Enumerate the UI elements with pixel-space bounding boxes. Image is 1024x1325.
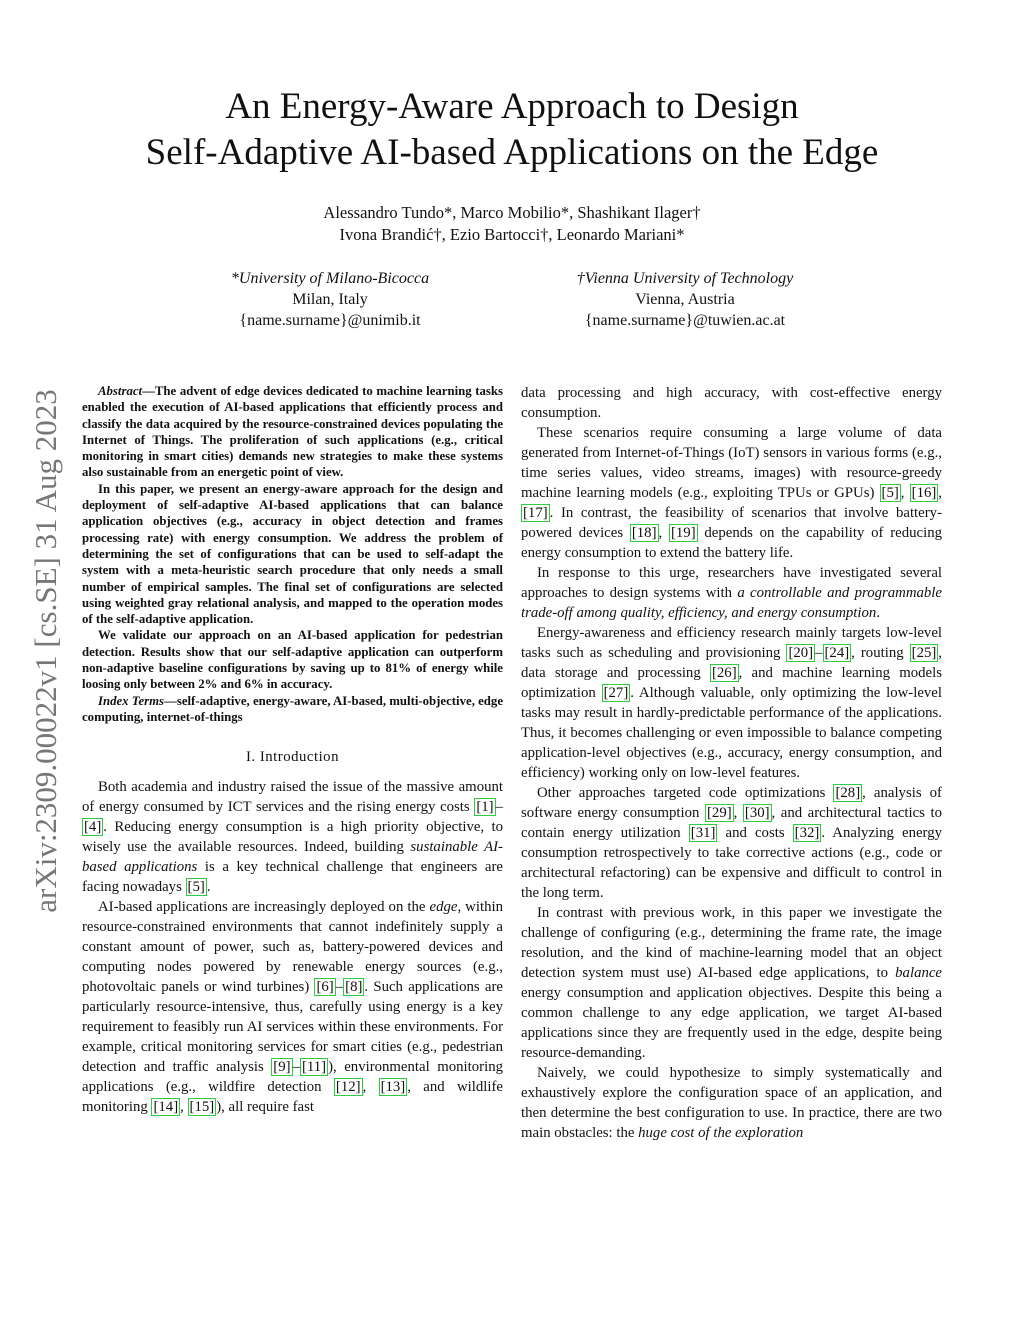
body-paragraph: Naively, we could hypothesize to simply systematically and exhaustively explore the configuration space of an application, and then determine the best configuration to use. In practice, there are two main obstacles: the huge cost of the exploration <box>521 1065 942 1141</box>
citation-link[interactable]: [20] <box>788 645 814 661</box>
arxiv-identifier: arXiv:2309.00022v1 [cs.SE] 31 Aug 2023 <box>28 389 63 913</box>
citation-link[interactable]: [4] <box>84 819 102 836</box>
citation-link[interactable]: [28] <box>835 785 861 801</box>
citation-link[interactable]: [12] <box>335 1079 361 1096</box>
affiliation-city: Vienna, Austria <box>635 291 735 308</box>
citation-link[interactable]: [13] <box>380 1079 406 1096</box>
body-paragraph: In response to this urge, researchers have investigated several approaches to design systems with a controllable and programmable trade-off among quality, efficiency, and energy consumption. <box>521 565 942 621</box>
citation-link[interactable]: [31] <box>690 825 716 841</box>
intro-paragraph: AI-based applications are increasingly deployed on the edge, within resource-constrained environments that cannot indefinitely supply a constant amount of power, such as, battery-powered devices and computing nodes powered by renewable energy sources (e.g., photovoltaic panels or wind turbines) [6] – [8] . Such applications are particularly resource-intensive, thus, carefully using energy is a key requirement to feasibly run AI services within these environments. For example, critical monitoring services for smart cities (e.g., pedestrian detection and traffic analysis [9] – [11] ), environmental monitoring applications (e.g., wildfire detection [12] , [13] , and wildlife monitoring [14] , [15] ), all require fast <box>82 899 503 1116</box>
body-paragraph: Energy-awareness and efficiency research mainly targets low-level tasks such as scheduling and provisioning [20] – [24] , routing [25] , data storage and processing [26] , and machine learning models optimization [27] . Although valuable, only optimizing the low-level tasks may result in hardly-predictable performance of the applications. Thus, it becomes challenging or even impossible to balance competing application-level objectives (e.g., accuracy, energy consumption, and efficiency) working only on low-level features. <box>521 625 942 781</box>
citation-link[interactable]: [25] <box>911 645 937 661</box>
paper-title <box>0 84 1024 176</box>
citation-link[interactable]: [15] <box>189 1099 215 1116</box>
title-line-2: Self-Adaptive AI-based Applications on the Edge <box>145 132 879 173</box>
citation-link[interactable]: [11] <box>301 1059 327 1076</box>
authors-line-1: Alessandro Tundo*, Marco Mobilio*, Shashikant Ilager† <box>323 203 701 222</box>
citation-link[interactable]: [5] <box>187 879 205 896</box>
affiliation-city: Milan, Italy <box>292 291 368 308</box>
intro-paragraph: Both academia and industry raised the issue of the massive amount of energy consumed by ICT services and the rising energy costs [1] –[4] . Reducing energy consumption is a high priority objective, to wisely use the available resources. Indeed, building sustainable AI-based applications is a key technical challenge that engineers are facing nowadays [5] . <box>82 779 503 896</box>
body-paragraph: In contrast with previous work, in this paper we investigate the challenge of configuring (e.g., determining the frame rate, the image resolution, and the kind of machine-learning model that an object detection system must use) AI-based edge applications, to balance energy consumption and application objectives. Despite this being a common challenge to any edge application, we target AI-based applications since they are frequently used in the edge, despite being resource-demanding. <box>521 905 942 1061</box>
citation-link[interactable]: [9] <box>273 1059 291 1076</box>
citation-link[interactable]: [17] <box>523 505 548 521</box>
index-terms: Index Terms—self-adaptive, energy-aware, AI-based, multi-objective, edge computing, internet-of-things <box>82 693 503 724</box>
affiliation-university: *University of Milano-Bicocca <box>230 270 430 287</box>
arxiv-sidebar <box>26 356 66 946</box>
affiliation-milano <box>165 268 495 331</box>
body-paragraph: These scenarios require consuming a large volume of data generated from Internet-of-Things (IoT) sensors in various forms (e.g., time series values, video streams, images) with resource-greedy machine learning models (e.g., exploiting TPUs or GPUs) [5] , [16] , [17] . In contrast, the feasibility of scenarios that involve battery-powered devices [18] , [19] depends on the capability of reducing energy consumption to extend the battery life. <box>521 425 942 561</box>
citation-link[interactable]: [24] <box>824 645 850 661</box>
affiliation-email: {name.surname}@tuwien.ac.at <box>584 312 786 329</box>
index-terms-label: Index Terms <box>98 693 165 708</box>
title-line-1: An Energy-Aware Approach to Design <box>225 86 799 127</box>
abstract-paragraph: In this paper, we present an energy-aware approach for the design and deployment of self-adaptive AI-based applications that can balance application objectives (e.g., accuracy in object detection and frames processing rate) with energy consumption. We address the problem of determining the set of configurations that can be used to self-adapt the system with a meta-heuristic search procedure that only needs a small number of empirical samples. The final set of configurations are selected using weighted gray relational analysis, and mapped to the operation modes of the self-adaptive application. <box>82 481 503 627</box>
citation-link[interactable]: [19] <box>670 525 696 541</box>
citation-link[interactable]: [5] <box>881 485 899 501</box>
body-paragraph: Other approaches targeted code optimizations [28] , analysis of software energy consumption [29] , [30] , and architectural tactics to contain energy utilization [31] and costs [32] . Analyzing energy consumption retrospectively to take corrective actions (e.g., code or architectural refactoring) can be expensive and difficult to control in the long term. <box>521 785 943 901</box>
citation-link[interactable]: [6] <box>316 979 334 996</box>
citation-link[interactable]: [30] <box>744 805 770 821</box>
right-column <box>521 383 942 1143</box>
citation-link[interactable]: [27] <box>603 685 629 701</box>
citation-link[interactable]: [29] <box>707 805 732 821</box>
citation-link[interactable]: [1] <box>476 799 494 816</box>
citation-link[interactable]: [32] <box>794 825 820 841</box>
abstract-label: Abstract <box>98 384 143 398</box>
affiliation-university: †Vienna University of Technology <box>576 270 794 287</box>
citation-link[interactable]: [14] <box>153 1099 179 1116</box>
section-heading: I. Introduction <box>246 749 339 766</box>
authors-line-2: Ivona Brandić†, Ezio Bartocci†, Leonardo Mariani* <box>339 225 685 244</box>
citation-link[interactable]: [26] <box>711 665 737 681</box>
affiliation-vienna <box>520 268 850 331</box>
citation-link[interactable]: [18] <box>631 525 657 541</box>
left-column <box>82 383 503 1117</box>
citation-link[interactable]: [16] <box>911 485 937 501</box>
body-paragraph: data processing and high accuracy, with cost-effective energy consumption. <box>521 385 942 421</box>
author-list <box>0 202 1024 246</box>
abstract <box>82 383 503 725</box>
affiliation-email: {name.surname}@unimib.it <box>239 312 421 329</box>
abstract-paragraph: Abstract—The advent of edge devices dedicated to machine learning tasks enabled the execution of AI-based applications that efficiently process and classify the data acquired by the resource-constrained devices populating the Internet of Things. The proliferation of such applications (e.g., critical monitoring in smart cities) demands new strategies to make these systems also sustainable from an energetic point of view. <box>82 384 503 480</box>
abstract-paragraph: We validate our approach on an AI-based application for pedestrian detection. Results show that our self-adaptive application can outperform non-adaptive baseline configurations by saving up to 81% of energy while loosing only between 2% and 6% in accuracy. <box>82 628 503 692</box>
citation-link[interactable]: [8] <box>345 979 363 996</box>
